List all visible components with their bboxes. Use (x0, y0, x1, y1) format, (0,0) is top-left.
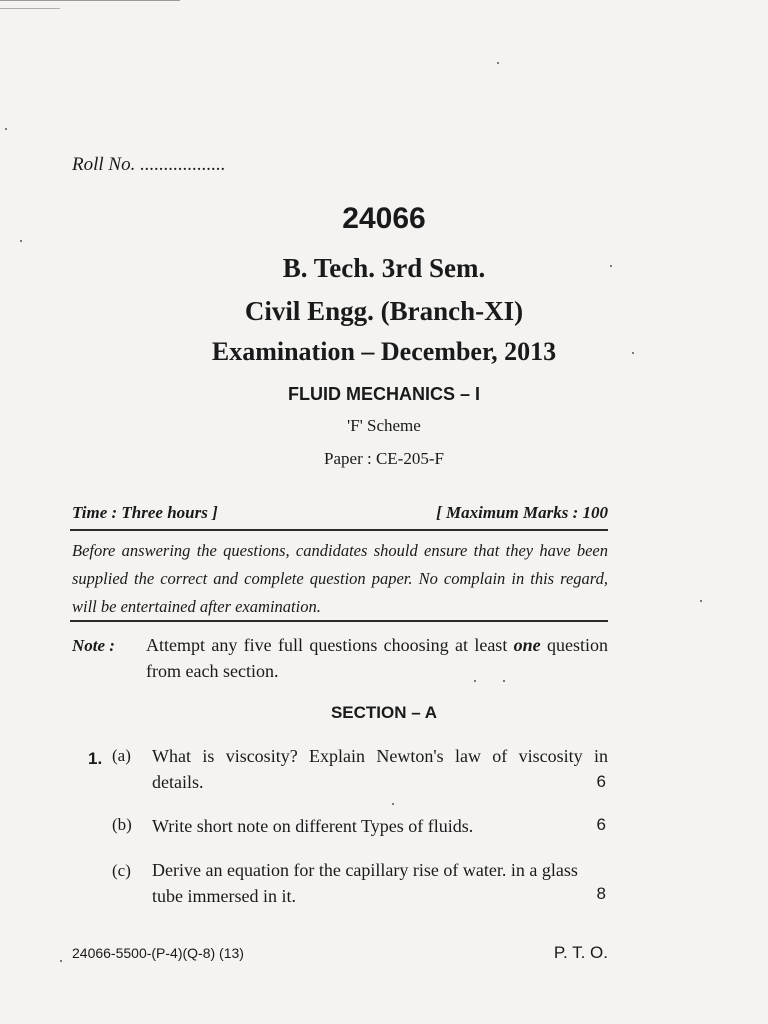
branch-title: Civil Engg. (Branch-XI) (244, 296, 524, 326)
divider-bottom (70, 620, 608, 622)
time-allowed: Time : Three hours ] (72, 503, 218, 522)
scan-edge-line (0, 0, 180, 1)
scan-edge-line (0, 8, 60, 9)
roll-number-field: Roll No. .................. (72, 154, 226, 175)
scan-speck (497, 62, 499, 64)
scan-speck (392, 803, 394, 805)
section-heading: SECTION – A (330, 703, 438, 722)
paper-code: 24066 (342, 202, 426, 235)
footer-print-code: 24066-5500-(P-4)(Q-8) (13) (72, 945, 244, 961)
question-number: 1. (88, 749, 103, 768)
note-text-part1: Attempt any five full questions choosing at least (146, 635, 508, 655)
note-text (146, 632, 608, 684)
maximum-marks: [ Maximum Marks : 100 (436, 503, 608, 522)
question-part-label: (c) (112, 861, 131, 880)
course-title: B. Tech. 3rd Sem. (282, 253, 486, 283)
instructions-paragraph: Before answering the questions, candidates should ensure that they have been supplied the correct and complete question paper. No complain in this regard, will be entertained after examination. (72, 541, 608, 616)
note-text-part2: question from each section. (146, 635, 609, 681)
question-part-label: (a) (112, 746, 131, 765)
scan-speck (5, 128, 7, 130)
scan-speck (20, 240, 22, 242)
question-part-text: What is viscosity? Explain Newton's law of viscosity in details. (152, 746, 608, 792)
scan-speck (474, 680, 476, 682)
question-part-label: (b) (112, 815, 132, 834)
scan-speck (610, 265, 612, 267)
note-emphasis: one (513, 635, 541, 655)
question-part-marks: 8 (596, 884, 606, 903)
scan-speck (632, 352, 634, 354)
paper-number: Paper : CE-205-F (324, 449, 444, 468)
please-turn-over: P. T. O. (553, 943, 608, 962)
divider-top (70, 529, 608, 531)
question-part-text: Derive an equation for the capillary rise of water. in a glass tube immersed in it. (152, 860, 578, 906)
scheme-label: 'F' Scheme (347, 416, 421, 435)
exam-title: Examination – December, 2013 (211, 337, 557, 366)
scan-speck (700, 600, 702, 602)
subject-title: FLUID MECHANICS – I (287, 384, 480, 404)
question-part-marks: 6 (596, 815, 606, 834)
scan-speck (60, 960, 62, 962)
note-label: Note : (72, 636, 115, 655)
question-part-marks: 6 (596, 772, 606, 791)
scan-speck (503, 680, 505, 682)
question-part-text: Write short note on different Types of fluids. (152, 816, 474, 836)
